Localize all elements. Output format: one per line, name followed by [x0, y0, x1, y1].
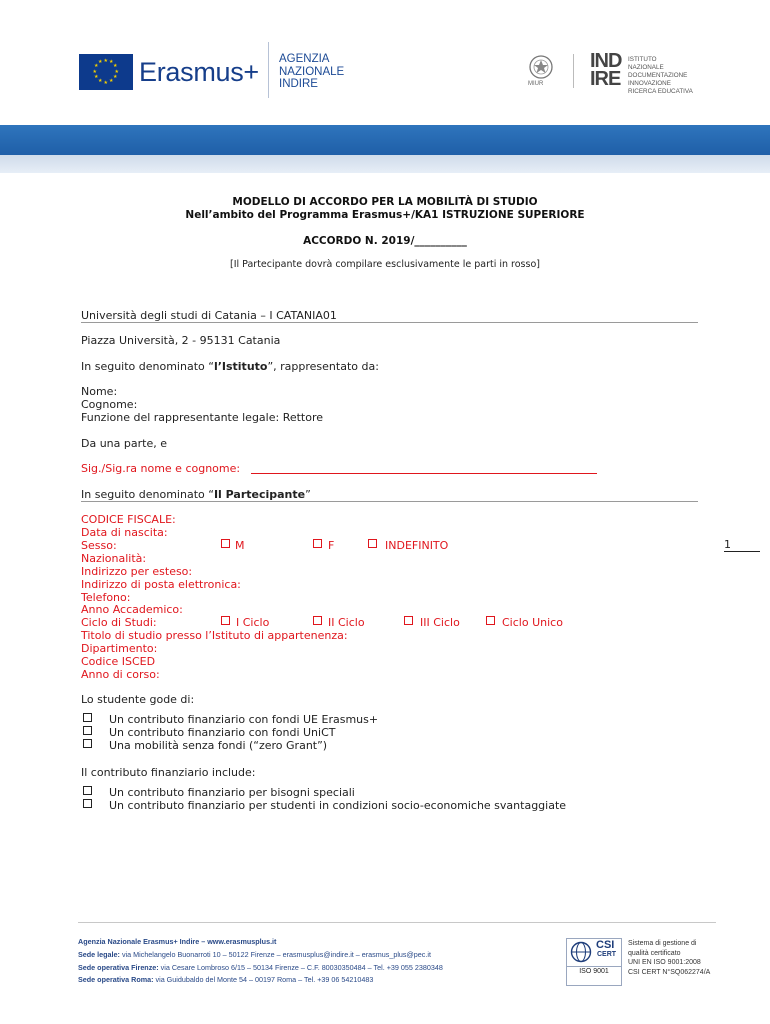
grant-disadvantaged-checkbox[interactable] [83, 799, 92, 808]
eu-star-icon: ★ [93, 63, 99, 69]
eu-star-icon: ★ [113, 74, 118, 80]
birth-date-label: Data di nascita: [81, 526, 168, 539]
course-year-label: Anno di corso: [81, 668, 160, 681]
csi-word: CSI [596, 939, 615, 951]
agency-logo-text [279, 53, 344, 91]
intro-text: ” [305, 488, 311, 501]
cycle-single-label: Ciclo Unico [502, 616, 563, 629]
sex-f-checkbox[interactable] [313, 539, 322, 548]
footer-line-bold: Agenzia Nazionale Erasmus+ Indire – www.erasmusplus.it [78, 937, 277, 946]
footer-line-bold: Sede operativa Roma: [78, 975, 154, 985]
eu-star-icon: ★ [103, 57, 108, 64]
iso-label: ISO 9001 [579, 968, 609, 975]
eu-star-icon: ★ [109, 58, 114, 65]
footer-line [78, 949, 443, 962]
department-label: Dipartimento: [81, 642, 158, 655]
rep-name-label: Nome: [81, 385, 118, 398]
cert-line: CSI CERT N°SQ062274/A [628, 968, 711, 976]
footer-line-rest: via Cesare Lombroso 6/15 – 50134 Firenze – C.F. 80030350484 – Tel. +39 055 2380348 [158, 962, 443, 972]
document-title: MODELLO DI ACCORDO PER LA MOBILITÀ DI STUDIO [232, 196, 538, 208]
indire-logo-mark [590, 52, 621, 88]
footer-line-rest: via Michelangelo Buonarroti 10 – 50122 Firenze – erasmusplus@indire.it – erasmus_plus@pec.it [119, 949, 431, 959]
logo-divider [573, 54, 574, 88]
globe-icon [570, 941, 592, 963]
eu-star-icon: ★ [98, 78, 103, 85]
participant-name-label: Sig./Sig.ra nome e cognome: [81, 462, 241, 475]
indire-desc-line: ISTITUTO [628, 56, 657, 63]
document-subtitle: Nell’ambito del Programma Erasmus+/KA1 ISTRUZIONE SUPERIORE [185, 209, 585, 221]
phone-label: Telefono: [81, 591, 131, 604]
grant-disadvantaged-label: Un contributo finanziario per studenti in condizioni socio-economiche svantaggiate [109, 799, 567, 812]
sex-undefined-label: INDEFINITO [385, 539, 449, 552]
cycle-3-label: III Ciclo [420, 616, 460, 629]
study-cycle-label: Ciclo di Studi: [81, 616, 157, 629]
footer-line-rest: via Guidubaldo del Monte 54 – 00197 Roma – Tel. +39 06 54210483 [153, 975, 374, 985]
benefit-unict-label: Un contributo finanziario con fondi UniCT [109, 726, 336, 739]
divider [81, 501, 698, 502]
eu-star-icon: ★ [109, 78, 114, 85]
sex-f-label: F [328, 539, 335, 552]
cert-line: qualità certificato [628, 949, 681, 957]
erasmus-logo-text: Erasmus+ [139, 57, 259, 87]
grant-special-needs-label: Un contributo finanziario per bisogni speciali [109, 786, 355, 799]
indire-desc-line: INNOVAZIONE [628, 80, 671, 87]
csi-cert-word: CERT [597, 951, 617, 958]
cycle-2-label: II Ciclo [328, 616, 365, 629]
participant-name-field[interactable] [251, 473, 597, 474]
nationality-label: Nazionalità: [81, 552, 147, 565]
address-label: Indirizzo per esteso: [81, 565, 193, 578]
degree-title-label: Titolo di studio presso l’Istituto di appartenenza: [81, 629, 348, 642]
email-label: Indirizzo di posta elettronica: [81, 578, 241, 591]
agency-line: INDIRE [279, 78, 318, 90]
footer-line [78, 962, 443, 975]
sex-m-checkbox[interactable] [221, 539, 230, 548]
grant-includes-label: Il contributo finanziario include: [81, 766, 256, 779]
cert-line: Sistema di gestione di [628, 940, 697, 947]
divider [81, 322, 698, 323]
sex-m-label: M [235, 539, 245, 552]
eu-star-icon: ★ [98, 58, 103, 65]
cycle-1-checkbox[interactable] [221, 616, 230, 625]
indire-logo-description [628, 56, 693, 96]
logo-divider [268, 42, 269, 98]
miur-emblem-icon [527, 54, 555, 80]
page-number-rule [724, 551, 760, 552]
benefit-eu-label: Un contributo finanziario con fondi UE Erasmus+ [109, 713, 379, 726]
footer-line-bold: Sede operativa Firenze: [78, 962, 159, 972]
cycle-single-checkbox[interactable] [486, 616, 495, 625]
academic-year-label: Anno Accademico: [81, 603, 183, 616]
sex-label: Sesso: [81, 539, 117, 552]
benefit-unict-checkbox[interactable] [83, 726, 92, 735]
sex-undefined-checkbox[interactable] [368, 539, 377, 548]
eu-star-icon: ★ [103, 79, 108, 86]
agency-line: NAZIONALE [279, 65, 345, 78]
footer-line [78, 974, 443, 987]
fiscal-code-label: CODICE FISCALE: [81, 513, 176, 526]
header-band [0, 125, 770, 173]
benefit-zero-grant-checkbox[interactable] [83, 739, 92, 748]
intro-text: ”, rappresentato da: [267, 360, 379, 373]
page-number: 1 [724, 538, 731, 551]
footer-contacts [78, 936, 443, 987]
eu-star-icon: ★ [93, 74, 99, 80]
rep-role-label: Funzione del rappresentante legale: Rettore [81, 411, 324, 424]
miur-label: MIUR [528, 81, 544, 87]
institution-address: Piazza Università, 2 - 95131 Catania [81, 334, 281, 347]
participant-intro [81, 488, 311, 501]
student-benefits-label: Lo studente gode di: [81, 693, 195, 706]
indire-mark-line: IND [590, 50, 622, 72]
cert-line: UNI EN ISO 9001:2008 [628, 959, 701, 967]
benefit-zero-grant-label: Una mobilità senza fondi (“zero Grant”) [109, 739, 328, 752]
intro-text: In seguito denominato “ [81, 488, 214, 501]
cycle-1-label: I Ciclo [236, 616, 270, 629]
eu-flag-logo [79, 54, 133, 90]
cycle-2-checkbox[interactable] [313, 616, 322, 625]
csi-divider [566, 966, 622, 967]
indire-desc-line: RICERCA EDUCATIVA [628, 88, 693, 95]
indire-desc-line: NAZIONALE [628, 64, 664, 71]
footer-line [78, 936, 443, 949]
institute-intro [81, 360, 379, 373]
from-one-side: Da una parte, e [81, 437, 167, 450]
indire-desc-line: DOCUMENTAZIONE [628, 72, 688, 79]
fill-instruction: [Il Partecipante dovrà compilare esclusivamente le parti in rosso] [230, 259, 540, 270]
intro-bold: Il Partecipante [213, 488, 306, 501]
intro-text: In seguito denominato “ [81, 360, 214, 373]
eu-star-icon: ★ [92, 68, 97, 75]
cycle-3-checkbox[interactable] [404, 616, 413, 625]
eu-star-icon: ★ [113, 63, 118, 69]
eu-star-icon: ★ [114, 68, 119, 75]
indire-mark-line: IRE [590, 68, 621, 90]
agreement-number: ACCORDO N. 2019/__________ [303, 235, 467, 247]
grant-special-needs-checkbox[interactable] [83, 786, 92, 795]
rep-surname-label: Cognome: [81, 398, 138, 411]
footer-line-bold: Sede legale: [78, 949, 120, 959]
certification-text [628, 939, 710, 977]
institution-name: Università degli studi di Catania – I CATANIA01 [81, 309, 337, 322]
benefit-eu-checkbox[interactable] [83, 713, 92, 722]
intro-bold: l’Istituto [213, 360, 268, 373]
footer-divider [78, 922, 716, 923]
agency-line: AGENZIA [279, 53, 330, 65]
isced-code-label: Codice ISCED [81, 655, 156, 668]
